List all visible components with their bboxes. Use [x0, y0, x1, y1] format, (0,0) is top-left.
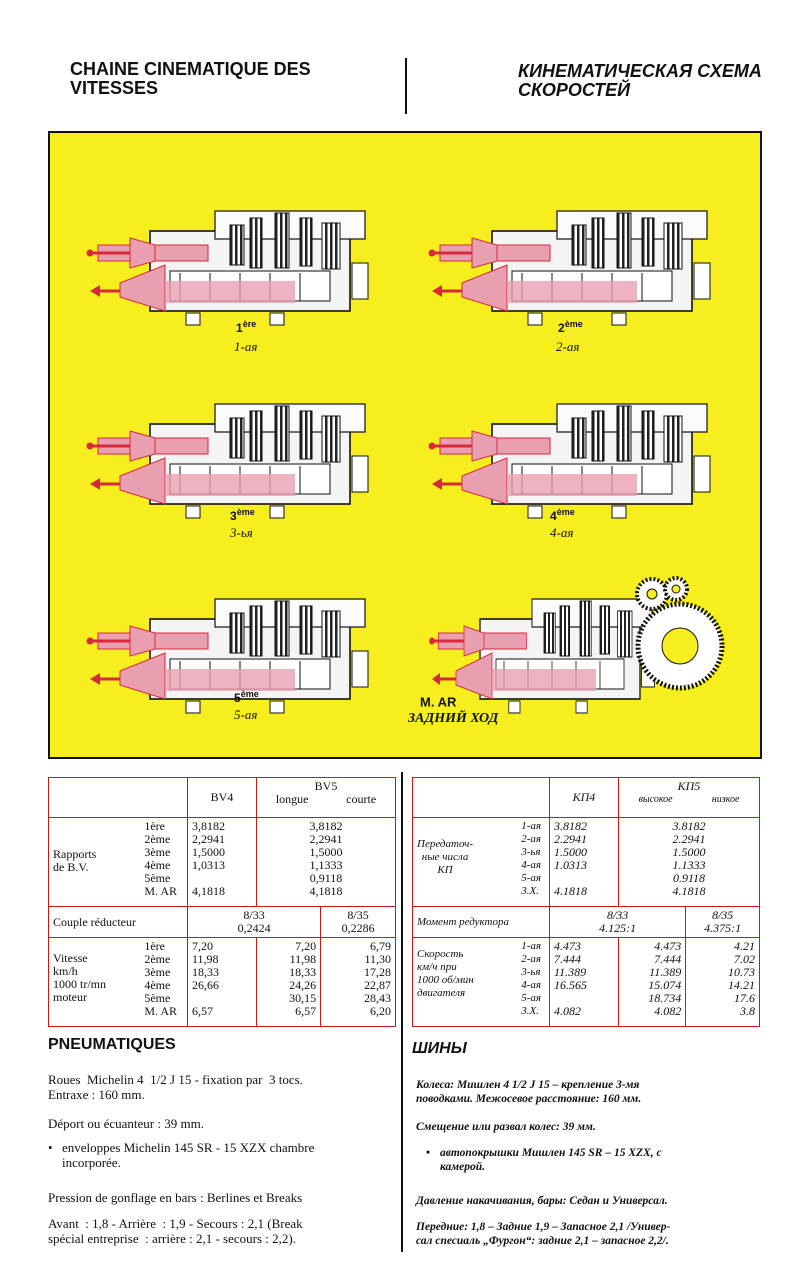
ru-moment-label: Момент редуктора: [413, 907, 550, 938]
fr-corner: [49, 778, 188, 818]
gearbox-diagram-panel: [48, 131, 762, 759]
spec-table-ru: [412, 777, 760, 1027]
label-4th-ru: 4-ая: [550, 525, 574, 540]
fr-v-courte: 6,79 11,30 17,28 22,87 28,43 6,20: [321, 938, 396, 1027]
title-ru: [518, 62, 762, 100]
gearbox-4th: [429, 404, 711, 518]
title-fr-line2: VITESSES: [70, 78, 159, 98]
ru-para-1: Колеса: Мишлен 4 1/2 J 15 – крепление 3-мя поводками. Межосевое расстояние: 160 мм.: [416, 1079, 642, 1105]
fr-couple-b: 8/35 0,2286: [321, 907, 396, 938]
label-2nd-ru: 2-ая: [556, 339, 580, 354]
center-divider: [401, 772, 403, 1252]
fr-head-bv5: BV5 longue courte: [257, 778, 396, 818]
label-3rd-ru: 3-ья: [230, 525, 253, 540]
title-fr-line1: CHAINE CINEMATIQUE DES: [70, 59, 311, 79]
ru-kp4-ratios: 3.8182 2.2941 1.5000 1.0313 4.1818: [550, 818, 619, 907]
fr-para-5: Avant : 1,8 - Arrière : 1,9 - Secours : 2,1 (Break spécial entreprise : arrière : 2,1 - secours : 2,2).: [48, 1216, 303, 1246]
fr-v-bv4: 7,20 11,98 18,33 26,66 6,57: [188, 938, 257, 1027]
ru-moment-b: 8/35 4.375:1: [686, 907, 760, 938]
ru-s-niz: 4.21 7.02 10.73 14.21 17.6 3.8: [686, 938, 760, 1027]
gearbox-2nd: [429, 211, 711, 325]
gearbox-diagrams: [50, 133, 760, 757]
label-reverse-ru: ЗАДНИЙ ХОД: [408, 711, 499, 726]
fr-couple-a: 8/33 0,2424: [188, 907, 321, 938]
label-3rd: 3ème: [230, 507, 255, 523]
fr-para-3: • enveloppes Michelin 145 SR - 15 XZX chambre incorporée.: [62, 1140, 314, 1170]
label-2nd: 2ème: [558, 319, 583, 335]
ru-moment-a: 8/33 4.125:1: [550, 907, 686, 938]
fr-bv5-ratios: 3,8182 2,2941 1,5000 1,1333 0,9118 4,1818: [257, 818, 396, 907]
ru-kp5-ratios: 3.8182 2.2941 1.5000 1.1333 0.9118 4.1818: [619, 818, 760, 907]
fr-rapports: Rapports de B.V. 1ère 2ème 3ème 4ème 5ème M. AR: [49, 818, 188, 907]
ru-s-kp4: 4.473 7.444 11.389 16.565 4.082: [550, 938, 619, 1027]
fr-para-1: Roues Michelin 4 1/2 J 15 - fixation par 3 tocs. Entraxe : 160 mm.: [48, 1072, 303, 1102]
fr-couple-label: Couple réducteur: [49, 907, 188, 938]
fr-para-4: Pression de gonflage en bars : Berlines et Breaks: [48, 1190, 303, 1205]
ru-para-4: Давление накачивания, бары: Седан и Универсал.: [416, 1195, 668, 1207]
ru-head-kp4: КП4: [550, 778, 619, 818]
ru-para-3: • автопокрышки Мишлен 145 SR – 15 XZX, с камерой.: [440, 1146, 662, 1174]
fr-head-bv4: BV4: [188, 778, 257, 818]
fr-section-title: PNEUMATIQUES: [48, 1036, 176, 1053]
gearbox-3rd: [87, 404, 369, 518]
label-1st: 1ère: [236, 319, 257, 335]
title-ru-line2: СКОРОСТЕЙ: [518, 80, 631, 100]
gearbox-5th: [87, 599, 369, 713]
fr-bv4-ratios: 3,8182 2,2941 1,5000 1,0313 4,1818: [188, 818, 257, 907]
header-divider: [405, 58, 407, 114]
ru-corner: [413, 778, 550, 818]
label-reverse: M. AR: [420, 694, 457, 710]
spec-table-fr: [48, 777, 396, 1027]
fr-para-2: Déport ou écuanteur : 39 mm.: [48, 1116, 204, 1131]
title-fr: [70, 60, 311, 98]
title-ru-line1: КИНЕМАТИЧЕСКАЯ СХЕМА: [518, 61, 762, 81]
label-4th: 4ème: [550, 507, 575, 523]
ru-rapports: Передаточ- ные числа КП 1-ая 2-ая 3-ья 4-ая 5-ая 3.Х.: [413, 818, 550, 907]
reverse-gears-icon: [637, 578, 722, 688]
ru-section-title: ШИНЫ: [412, 1040, 467, 1057]
ru-head-kp5: КП5 высокое низкое: [619, 778, 760, 818]
fr-vitesse: Vitesse km/h 1000 tr/mn moteur 1ère 2ème 3ème 4ème 5ème M. AR: [49, 938, 188, 1027]
label-5th-ru: 5-ая: [234, 707, 258, 722]
ru-para-2: Смещение или развал колес: 39 мм.: [416, 1121, 596, 1133]
label-5th: 5ème: [234, 689, 259, 705]
fr-v-longue: 7,20 11,98 18,33 24,26 30,15 6,57: [257, 938, 321, 1027]
ru-s-vys: 4.473 7.444 11.389 15.074 18.734 4.082: [619, 938, 686, 1027]
ru-para-5: Передние: 1,8 – Задние 1,9 – Запасное 2,1 /Универ- сал спесиаль „Фургон“: задние 2,1 – запасное 2,2/.: [416, 1221, 671, 1247]
ru-speed: Скорость км/ч при 1000 об/мин двигателя 1-ая 2-ая 3-ья 4-ая 5-ая 3.Х.: [413, 938, 550, 1027]
label-1st-ru: 1-ая: [234, 339, 258, 354]
gearbox-reverse: [429, 599, 654, 713]
gearbox-1st: [87, 211, 369, 325]
